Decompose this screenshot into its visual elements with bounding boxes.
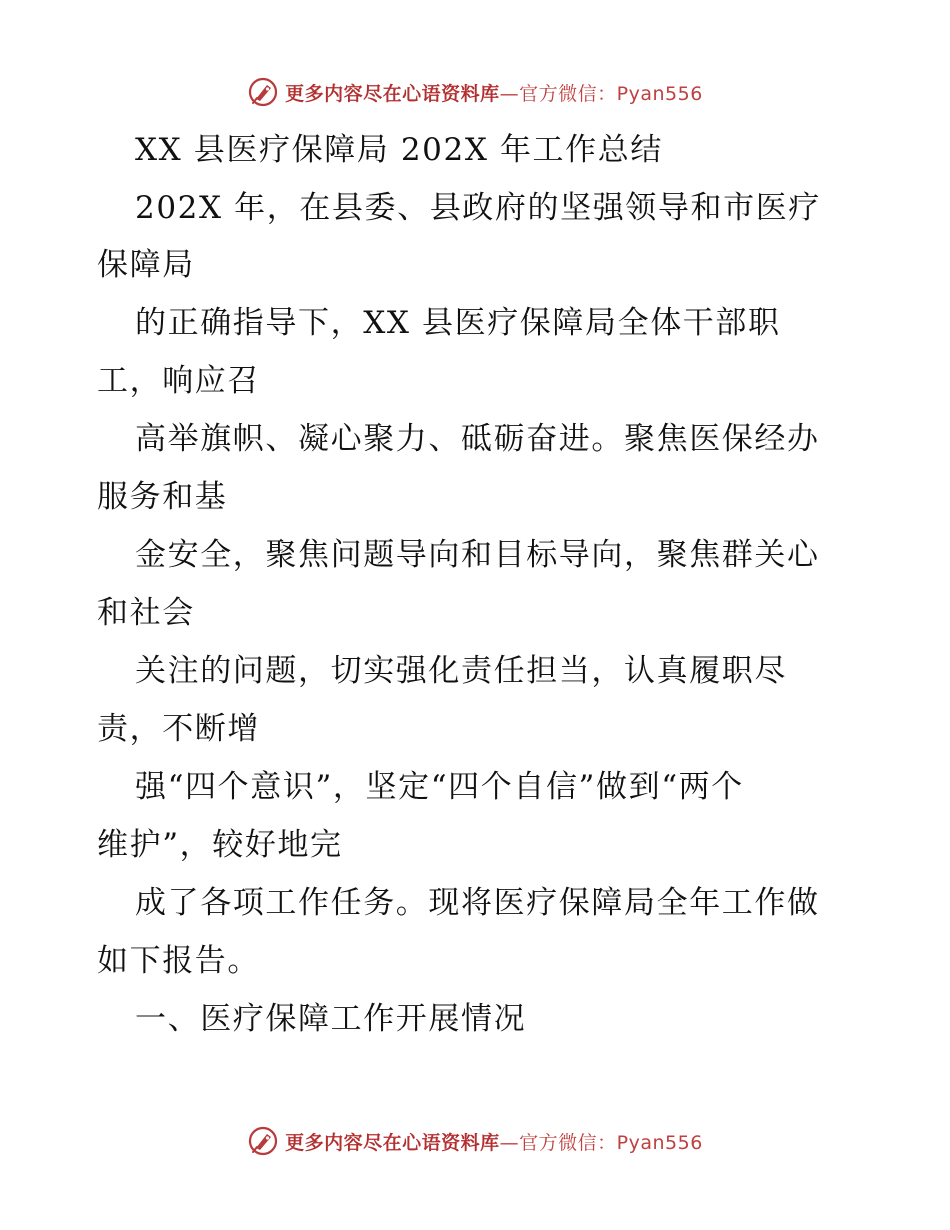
section-heading: 一、医疗保障工作开展情况 [135,1001,527,1037]
paragraph-line: 202X 年，在县委、县政府的坚强领导和市医疗 [135,190,821,226]
paragraph-line: 成了各项工作任务。现将医疗保障局全年工作做 [135,885,820,921]
paragraph-line: 维护”，较好地完 [97,827,343,863]
footer-watermark [0,1121,950,1161]
document-title: XX 县医疗保障局 202X 年工作总结 [135,132,663,168]
paragraph-line: 保障局 [97,247,195,283]
watermark-text: 更多内容尽在心语资料库—官方微信：Pyan556 [285,1131,703,1154]
paragraph-line: 如下报告。 [97,943,260,979]
watermark-text: 更多内容尽在心语资料库—官方微信：Pyan556 [285,82,703,105]
pen-nib-logo-icon [247,76,279,108]
paragraph-line: 的正确指导下，XX 县医疗保障局全体干部职 [135,305,781,341]
paragraph-line: 和社会 [97,595,195,631]
pen-nib-logo-icon [247,1125,279,1157]
paragraph-line: 工，响应召 [97,363,260,399]
paragraph-line: 金安全，聚焦问题导向和目标导向，聚焦群关心 [135,537,820,573]
paragraph-line: 责，不断增 [97,711,260,747]
header-watermark [0,72,950,112]
paragraph-line: 高举旗帜、凝心聚力、砥砺奋进。聚焦医保经办 [135,421,820,457]
paragraph-line: 关注的问题，切实强化责任担当，认真履职尽 [135,653,787,689]
paragraph-line: 强“四个意识”，坚定“四个自信”做到“两个 [135,769,744,805]
paragraph-line: 服务和基 [97,479,228,515]
